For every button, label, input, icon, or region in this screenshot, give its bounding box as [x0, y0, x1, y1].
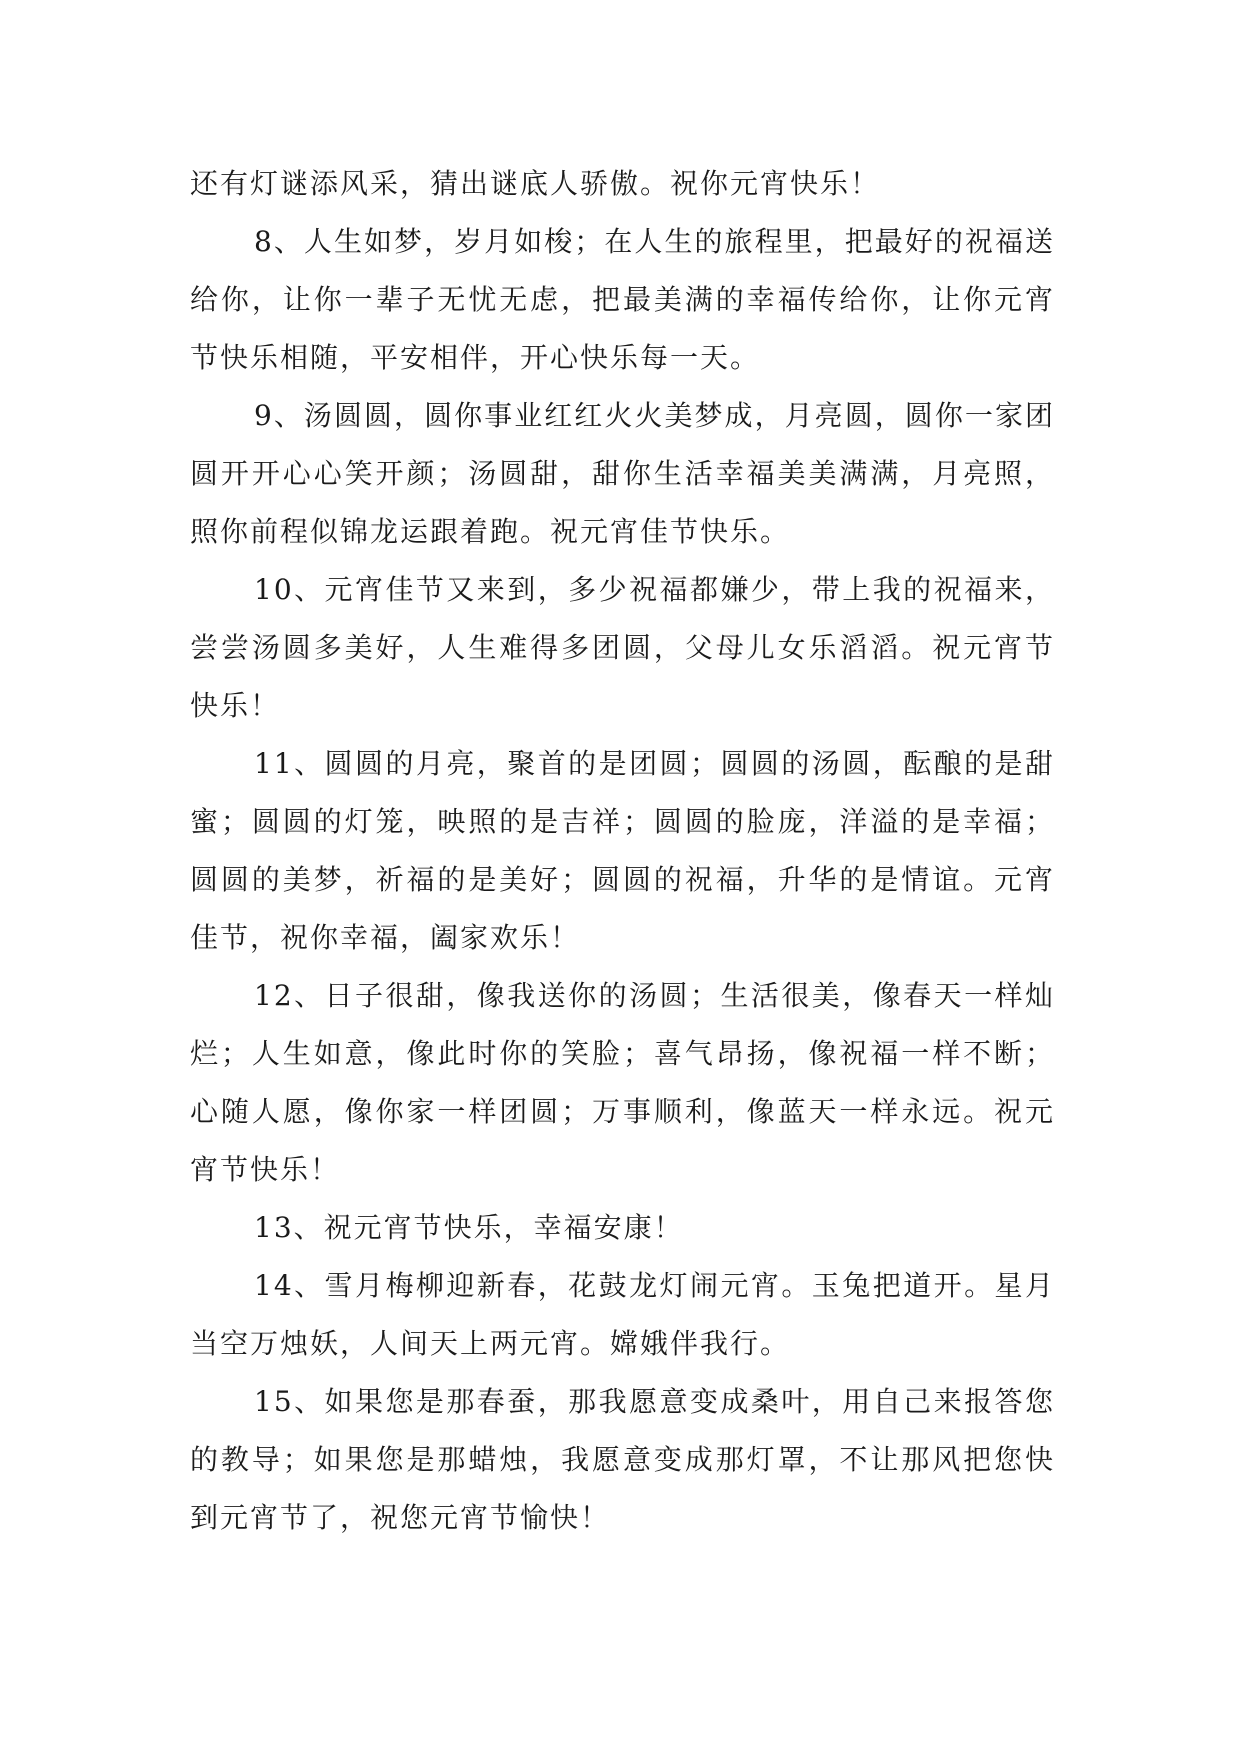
- paragraph-12: 12、日子很甜，像我送你的汤圆；生活很美，像春天一样灿烂；人生如意，像此时你的笑脸；喜气昂扬，像祝福一样不断；心随人愿，像你家一样团圆；万事顺利，像蓝天一样永远。祝元宵节快乐！: [190, 979, 1055, 1186]
- paragraph-9: 9、汤圆圆，圆你事业红红火火美梦成，月亮圆，圆你一家团圆开开心心笑开颜；汤圆甜，甜你生活幸福美美满满，月亮照，照你前程似锦龙运跟着跑。祝元宵佳节快乐。: [190, 399, 1055, 548]
- paragraph-10: 10、元宵佳节又来到，多少祝福都嫌少，带上我的祝福来，尝尝汤圆多美好，人生难得多团圆，父母儿女乐滔滔。祝元宵节快乐！: [190, 573, 1055, 722]
- document-body: [190, 155, 1055, 1547]
- paragraph-13: 13、祝元宵节快乐，幸福安康！: [254, 1211, 684, 1244]
- paragraph-14: 14、雪月梅柳迎新春，花鼓龙灯闹元宵。玉兔把道开。星月当空万烛妖，人间天上两元宵。嫦娥伴我行。: [190, 1269, 1055, 1360]
- paragraph-continuation: 还有灯谜添风采，猜出谜底人骄傲。祝你元宵快乐！: [190, 167, 881, 200]
- paragraph-15: 15、如果您是那春蚕，那我愿意变成桑叶，用自己来报答您的教导；如果您是那蜡烛，我愿意变成那灯罩，不让那风把您快到元宵节了，祝您元宵节愉快！: [190, 1385, 1055, 1534]
- paragraph-11: 11、圆圆的月亮，聚首的是团圆；圆圆的汤圆，酝酿的是甜蜜；圆圆的灯笼，映照的是吉祥；圆圆的脸庞，洋溢的是幸福；圆圆的美梦，祈福的是美好；圆圆的祝福，升华的是情谊。元宵佳节，祝你幸福，阖家欢乐！: [190, 747, 1055, 954]
- paragraph-8: 8、人生如梦，岁月如梭；在人生的旅程里，把最好的祝福送给你，让你一辈子无忧无虑，把最美满的幸福传给你，让你元宵节快乐相随，平安相伴，开心快乐每一天。: [190, 225, 1055, 374]
